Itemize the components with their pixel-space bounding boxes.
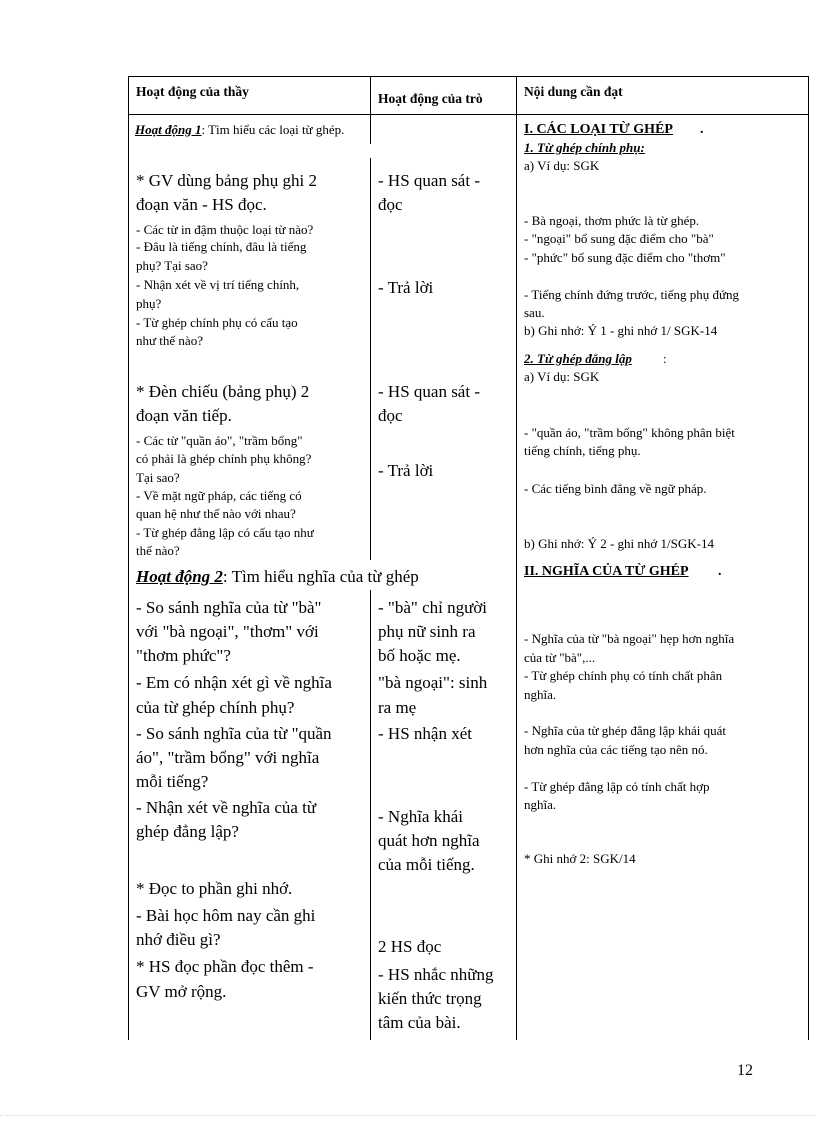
column-divider-1-bottom [370, 590, 371, 1040]
student2-line: "bà ngoại": sinh [378, 673, 488, 692]
column-divider-1 [370, 76, 371, 144]
teacher-line: Tại sao? [136, 470, 180, 485]
student2-line: tâm của bài. [378, 1013, 461, 1032]
teacher-line: quan hệ như thế nào với nhau? [136, 506, 296, 521]
section-heading-2: II. NGHĨA CỦA TỪ GHÉP [524, 564, 689, 579]
content-line: a) Ví dụ: SGK [524, 158, 600, 173]
page-bottom-edge [0, 1115, 816, 1116]
student2-line: - "bà" chỉ người [378, 598, 488, 617]
teacher-line: phụ? [136, 296, 162, 311]
teacher-line: - Đâu là tiếng chính, đâu là tiếng [136, 239, 307, 254]
content2-line: - Từ ghép đẳng lập có tính chất hợp [524, 779, 710, 794]
teacher2-line: mỗi tiếng? [136, 772, 209, 791]
teacher2-line: * Đọc to phần ghi nhớ. [136, 879, 293, 898]
content2-line: * Ghi nhớ 2: SGK/14 [524, 851, 636, 866]
teacher2-line: ghép đẳng lập? [136, 822, 239, 841]
teacher-line: - Về mặt ngữ pháp, các tiếng có [136, 488, 302, 503]
content-line: tiếng chính, tiếng phụ. [524, 443, 641, 458]
activity2-label: Hoạt động 2 [136, 567, 223, 586]
content2-line: - Nghĩa của từ ghép đẳng lập khái quát [524, 723, 726, 738]
teacher-line: - Từ ghép chính phụ có cấu tạo [136, 315, 298, 330]
student2-line: phụ nữ sinh ra [378, 622, 476, 641]
teacher-line: - Các từ in đậm thuộc loại từ nào? [136, 222, 314, 237]
student2-line: - Nghĩa khái [378, 807, 463, 826]
activity1-title [135, 123, 344, 136]
content-line: - "phức" bổ sung đặc điểm cho "thơm" [524, 250, 726, 265]
header-bottom-border [128, 114, 808, 115]
teacher2-line: GV mở rộng. [136, 982, 227, 1001]
student-line: đọc [378, 406, 403, 425]
content2-line: của từ "bà",... [524, 650, 596, 665]
student-line: - HS quan sát - [378, 171, 480, 190]
header-student: Hoạt động của trò [378, 91, 483, 106]
teacher-line: - Nhận xét về vị trí tiếng chính, [136, 277, 300, 292]
header-teacher: Hoạt động của thầy [136, 84, 249, 99]
subheading-compound-equal: 2. Từ ghép đẳng lập [524, 351, 632, 366]
section-heading-2-dot: . [718, 564, 722, 579]
header-content: Nội dung cần đạt [524, 84, 623, 99]
content-line: - Các tiếng bình đẳng về ngữ pháp. [524, 481, 707, 496]
teacher-line: đoạn văn tiếp. [136, 406, 232, 425]
teacher2-line: "thơm phức"? [136, 646, 231, 665]
table-right-border [808, 76, 809, 1040]
section-heading-1-dot: . [700, 122, 704, 137]
page-number: 12 [737, 1062, 753, 1079]
teacher2-line: nhớ điều gì? [136, 930, 221, 949]
activity2-title [136, 568, 419, 585]
content-line: - "quần áo, "trầm bổng" không phân biệt [524, 425, 735, 440]
teacher2-line: của từ ghép chính phụ? [136, 698, 295, 717]
teacher-line: - Từ ghép đẳng lập có cấu tạo như [136, 525, 314, 540]
teacher-line: - Các từ "quần áo", "trầm bổng" [136, 433, 303, 448]
student2-line: - HS nhận xét [378, 724, 472, 743]
teacher-line: như thế nào? [136, 333, 203, 348]
teacher-line: * GV dùng bảng phụ ghi 2 [136, 171, 318, 190]
content2-line: - Nghĩa của từ "bà ngoại" hẹp hơn nghĩa [524, 631, 735, 646]
teacher-line: đoạn văn - HS đọc. [136, 195, 267, 214]
teacher2-line: với "bà ngoại", "thơm" với [136, 622, 319, 641]
activity2-text: : Tìm hiểu nghĩa của từ ghép [222, 567, 419, 586]
student2-line: của mỗi tiếng. [378, 855, 475, 874]
student-line: - HS quan sát - [378, 382, 480, 401]
column-divider-2 [516, 76, 517, 1040]
section-heading-1: I. CÁC LOẠI TỪ GHÉP [524, 122, 673, 137]
subheading-compound-equal-colon: : [663, 351, 667, 366]
content2-line: hơn nghĩa của các tiếng tạo nên nó. [524, 742, 708, 757]
teacher2-line: áo", "trầm bổng" với nghĩa [136, 748, 320, 767]
subheading-compound-main-sub: 1. Từ ghép chính phụ: [524, 140, 645, 155]
teacher2-line: - So sánh nghĩa của từ "bà" [136, 598, 322, 617]
content-line: b) Ghi nhớ: Ý 1 - ghi nhớ 1/ SGK-14 [524, 323, 718, 338]
activity1-text: : Tìm hiểu các loại từ ghép. [201, 122, 345, 137]
student2-line: bố hoặc mẹ. [378, 646, 461, 665]
teacher2-line: * HS đọc phần đọc thêm - [136, 957, 314, 976]
student2-line: ra mẹ [378, 698, 417, 717]
teacher2-line: - Nhận xét về nghĩa của từ [136, 798, 317, 817]
content2-line: - Từ ghép chính phụ có tính chất phân [524, 668, 723, 683]
activity1-label: Hoạt động 1 [135, 122, 202, 137]
teacher2-line: - Em có nhận xét gì về nghĩa [136, 673, 332, 692]
teacher2-line: - So sánh nghĩa của từ "quần [136, 724, 332, 743]
content-line: sau. [524, 305, 545, 320]
teacher2-line: - Bài học hôm nay cần ghi [136, 906, 316, 925]
content-line: b) Ghi nhớ: Ý 2 - ghi nhớ 1/SGK-14 [524, 536, 714, 551]
table-top-border [128, 76, 808, 77]
column-divider-1-lower [370, 158, 371, 560]
teacher-line: có phải là ghép chính phụ không? [136, 451, 312, 466]
content-line: a) Ví dụ: SGK [524, 369, 600, 384]
content-line: - "ngoại" bổ sung đặc điểm cho "bà" [524, 231, 714, 246]
student-line: - Trả lời [378, 461, 434, 480]
student2-line: 2 HS đọc [378, 937, 442, 956]
student-line: - Trả lời [378, 278, 434, 297]
teacher-line: thế nào? [136, 543, 180, 558]
teacher-line: phụ? Tại sao? [136, 258, 208, 273]
content-line: - Tiếng chính đứng trước, tiếng phụ đứng [524, 287, 740, 302]
content2-line: nghĩa. [524, 797, 557, 812]
table-left-border [128, 76, 129, 1040]
content2-line: nghĩa. [524, 687, 557, 702]
teacher-line: * Đèn chiếu (bảng phụ) 2 [136, 382, 310, 401]
student2-line: quát hơn nghĩa [378, 831, 480, 850]
student2-line: kiến thức trọng [378, 989, 482, 1008]
student-line: đọc [378, 195, 403, 214]
student2-line: - HS nhắc những [378, 965, 494, 984]
content-line: - Bà ngoại, thơm phức là từ ghép. [524, 213, 700, 228]
